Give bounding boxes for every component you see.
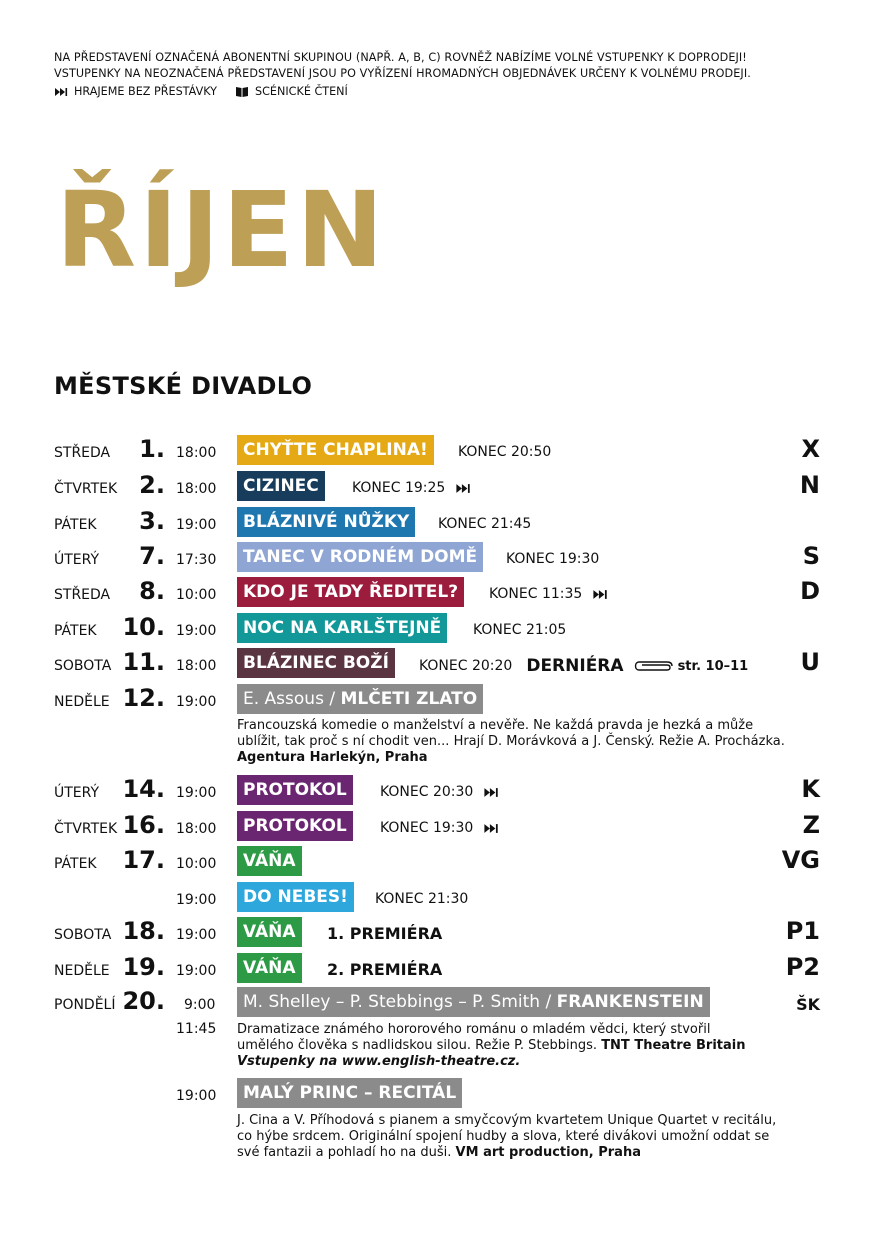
event-title[interactable]: PROTOKOL: [237, 775, 353, 805]
event-title[interactable]: VÁŇA: [237, 846, 302, 876]
event-day: PÁTEK: [54, 623, 97, 639]
no-break-icon: [592, 589, 608, 600]
subscription-code: P2: [785, 953, 820, 981]
event-end: KONEC 20:30: [380, 784, 499, 800]
event-time: 17:30: [176, 552, 217, 568]
event-title[interactable]: VÁŇA: [237, 917, 302, 947]
event-title[interactable]: TANEC V RODNÉM DOMĚ: [237, 542, 483, 572]
event-date: 7.: [139, 542, 165, 570]
subscription-code: P1: [785, 917, 820, 945]
event-date: 11.: [122, 648, 165, 676]
event-day: PÁTEK: [54, 517, 97, 533]
event-end: KONEC 21:05: [473, 622, 567, 638]
no-break-icon: [455, 483, 471, 494]
event-date: 20.: [122, 987, 165, 1015]
month-title: ŘÍJEN: [56, 169, 387, 291]
event-date: 12.: [122, 684, 165, 712]
header-notes: [54, 50, 751, 82]
event-time: 19:00: [176, 927, 217, 943]
event-end: KONEC 11:35: [489, 586, 608, 602]
event-time: 18:00: [176, 481, 217, 497]
event-end: KONEC 19:25: [352, 480, 471, 496]
event-title[interactable]: MALÝ PRINC – RECITÁL: [237, 1078, 462, 1108]
legend: [54, 85, 348, 98]
event-row: [0, 917, 874, 949]
event-time: 10:00: [176, 856, 217, 872]
event-row: [0, 775, 874, 807]
event-title[interactable]: CIZINEC: [237, 471, 325, 501]
event-title[interactable]: PROTOKOL: [237, 811, 353, 841]
event-end: KONEC 19:30: [380, 820, 499, 836]
event-row: [0, 684, 874, 716]
event-date: 8.: [139, 577, 165, 605]
agency: VM art production, Praha: [455, 1145, 641, 1160]
event-title[interactable]: VÁŇA: [237, 953, 302, 983]
event-row: [0, 846, 874, 878]
legend-reading: SCÉNICKÉ ČTENÍ: [235, 85, 348, 98]
event-day: STŘEDA: [54, 445, 111, 461]
note-line-2: VSTUPENKY NA NEOZNAČENÁ PŘEDSTAVENÍ JSOU PO VYŘÍZENÍ HROMADNÝCH OBJEDNÁVEK URČENY K VOLNÉMU PRODEJI.: [54, 67, 751, 80]
event-row: [0, 471, 874, 503]
event-day: ÚTERÝ: [54, 552, 100, 568]
event-title[interactable]: M. Shelley – P. Stebbings – P. Smith / FRANKENSTEIN: [237, 987, 710, 1017]
event-time: 18:00: [176, 658, 217, 674]
subscription-code: ŠK: [796, 995, 820, 1014]
event-day: NEDĚLE: [54, 694, 110, 710]
subscription-code: U: [800, 648, 820, 676]
event-description: Dramatizace známého hororového románu o mladém vědci, který stvořil umělého člověka s nadlidskou silou. Režie P. Stebbings. TNT Theatre Britain Vstupenky na www.english-theatre.cz.: [237, 1022, 746, 1069]
event-end: KONEC 21:30: [375, 891, 469, 907]
event-date: 1.: [139, 435, 165, 463]
event-row: [0, 882, 874, 914]
skip-forward-icon: [54, 87, 68, 97]
paperclip-icon: [634, 660, 674, 672]
event-time-second: 11:45: [176, 1021, 217, 1037]
event-row: [0, 811, 874, 843]
event-row: [0, 953, 874, 985]
event-title[interactable]: BLÁZINEC BOŽÍ: [237, 648, 395, 678]
event-date: 18.: [122, 917, 165, 945]
event-date: 19.: [122, 953, 165, 981]
event-row: [0, 507, 874, 539]
book-icon: [235, 86, 249, 98]
subscription-code: S: [802, 542, 820, 570]
ticket-info: Vstupenky na www.english-theatre.cz.: [237, 1054, 521, 1069]
event-day: ČTVRTEK: [54, 481, 118, 497]
note-line-1: NA PŘEDSTAVENÍ OZNAČENÁ ABONENTNÍ SKUPINOU (NAPŘ. A, B, C) ROVNĚŽ NABÍZÍME VOLNÉ VSTUPENKY K DOPRODEJI!: [54, 51, 747, 64]
event-row: [0, 987, 874, 1019]
event-author: M. Shelley – P. Stebbings – P. Smith /: [243, 992, 557, 1012]
event-description: Francouzská komedie o manželství a nevěře. Ne každá pravda je hezká a může ublížit, tak proč s ní chodit ven... Hrají D. Morávková a J. Čenský. Režie A. Procházka. Agentura Harlekýn, Praha: [237, 718, 785, 765]
event-time: 10:00: [176, 587, 217, 603]
event-day: ÚTERÝ: [54, 785, 100, 801]
event-end: KONEC 20:50: [458, 444, 552, 460]
event-date: 14.: [122, 775, 165, 803]
event-end: KONEC 20:20 DERNIÉRA str. 10–11: [419, 656, 749, 676]
event-row: [0, 648, 874, 680]
event-time: 19:00: [176, 694, 217, 710]
event-time: 19:00: [176, 785, 217, 801]
event-time: 19:00: [176, 1088, 217, 1104]
event-row: [0, 613, 874, 645]
page-reference[interactable]: str. 10–11: [634, 659, 749, 674]
event-date: 2.: [139, 471, 165, 499]
event-row: [0, 1078, 874, 1110]
event-date: 3.: [139, 507, 165, 535]
subscription-code: K: [801, 775, 820, 803]
event-time: 19:00: [176, 892, 217, 908]
event-author: E. Assous /: [243, 689, 341, 709]
event-date: 17.: [122, 846, 165, 874]
event-end: KONEC 21:45: [438, 516, 532, 532]
venue-title: MĚSTSKÉ DIVADLO: [54, 372, 313, 400]
event-time: 18:00: [176, 821, 217, 837]
agency: Agentura Harlekýn, Praha: [237, 750, 428, 765]
event-title[interactable]: BLÁZNIVÉ NŮŽKY: [237, 507, 415, 537]
event-day: SOBOTA: [54, 658, 112, 674]
event-title[interactable]: E. Assous / MLČETI ZLATO: [237, 684, 483, 714]
event-title[interactable]: DO NEBES!: [237, 882, 354, 912]
event-time: 19:00: [176, 963, 217, 979]
event-title[interactable]: NOC NA KARLŠTEJNĚ: [237, 613, 447, 643]
subscription-code: N: [799, 471, 820, 499]
premiere-label: 1. PREMIÉRA: [327, 924, 443, 943]
no-break-icon: [483, 823, 499, 834]
subscription-code: VG: [781, 846, 820, 874]
subscription-code: D: [800, 577, 820, 605]
event-day: SOBOTA: [54, 927, 112, 943]
event-date: 10.: [122, 613, 165, 641]
event-day: STŘEDA: [54, 587, 111, 603]
derniere-label: DERNIÉRA: [526, 656, 624, 676]
subscription-code: X: [801, 435, 820, 463]
subscription-code: Z: [802, 811, 820, 839]
no-break-icon: [483, 787, 499, 798]
event-date: 16.: [122, 811, 165, 839]
event-title[interactable]: CHYŤTE CHAPLINA!: [237, 435, 434, 465]
event-time: 19:00: [176, 517, 217, 533]
agency: TNT Theatre Britain: [601, 1038, 746, 1053]
event-day: PONDĚLÍ: [54, 997, 116, 1013]
event-time: 19:00: [176, 623, 217, 639]
event-time: 9:00: [184, 997, 216, 1013]
event-title[interactable]: KDO JE TADY ŘEDITEL?: [237, 577, 464, 607]
event-row: [0, 435, 874, 467]
event-day: ČTVRTEK: [54, 821, 118, 837]
event-row: [0, 542, 874, 574]
event-day: NEDĚLE: [54, 963, 110, 979]
premiere-label: 2. PREMIÉRA: [327, 960, 443, 979]
event-end: KONEC 19:30: [506, 551, 600, 567]
event-day: PÁTEK: [54, 856, 97, 872]
event-time: 18:00: [176, 445, 217, 461]
legend-no-break: HRAJEME BEZ PŘESTÁVKY: [54, 85, 217, 98]
event-description: J. Cina a V. Příhodová s pianem a smyčcovým kvartetem Unique Quartet v recitálu, co hýbe srdcem. Originální spojení hudby a slova, které divákovi umožní oddat se své fantazii a pohladí ho na duši. VM art production, Praha: [237, 1113, 777, 1160]
event-row: [0, 577, 874, 609]
